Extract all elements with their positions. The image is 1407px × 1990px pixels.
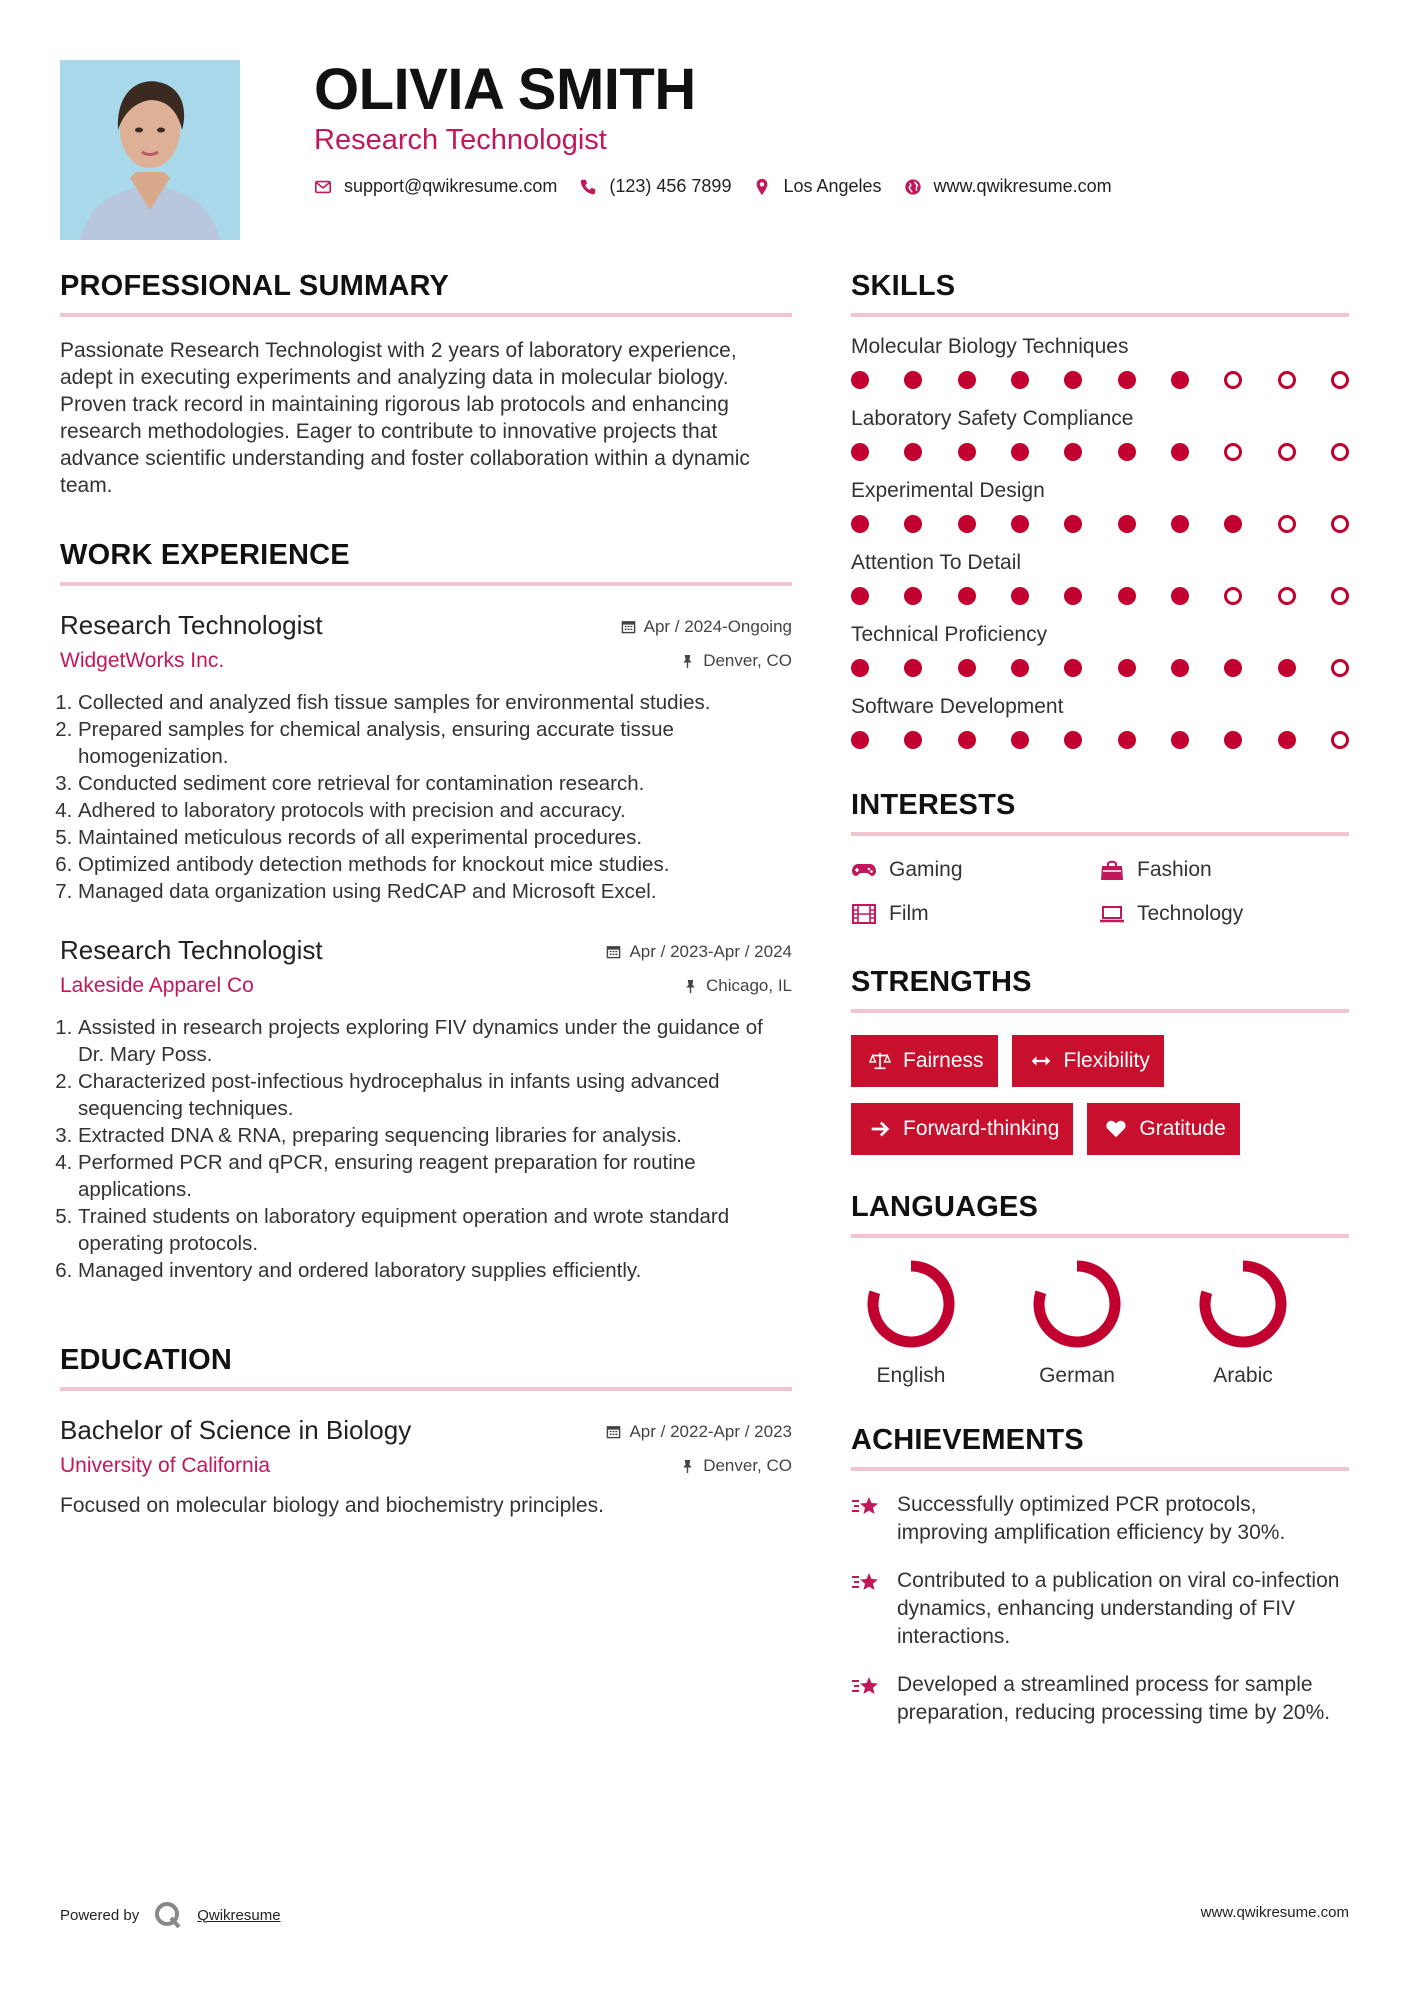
skill-dot-filled: [1118, 731, 1136, 749]
skill-rating: [851, 515, 1349, 533]
skill-dot-filled: [1171, 587, 1189, 605]
duty-item: 4. Performed PCR and qPCR, ensuring reagent preparation for routine applications.: [78, 1149, 792, 1203]
language-name: English: [876, 1364, 946, 1387]
skill-rating: [851, 659, 1349, 677]
heart-icon: [1105, 1118, 1127, 1140]
strength-label: Gratitude: [1139, 1117, 1226, 1140]
skill-dot-filled: [958, 587, 976, 605]
shooting-star-icon: [851, 1673, 881, 1699]
interest-item: [851, 902, 1099, 926]
skill-dot-filled: [1118, 515, 1136, 533]
language-item: [861, 1258, 961, 1388]
language-name: German: [1039, 1364, 1115, 1387]
calendar-icon: [606, 1424, 621, 1439]
skill-dot-filled: [1278, 659, 1296, 677]
skill-dot-empty: [1224, 443, 1242, 461]
languages-list: [851, 1258, 1349, 1388]
skill-dot-empty: [1331, 443, 1349, 461]
calendar-icon: [606, 944, 621, 959]
skill-dot-empty: [1278, 587, 1296, 605]
skill-dot-filled: [1224, 731, 1242, 749]
job-dates: [606, 942, 792, 962]
duty-item: 6. Managed inventory and ordered laboratory supplies efficiently.: [78, 1257, 792, 1284]
strength-tag: [851, 1103, 1073, 1155]
skill-rating: [851, 443, 1349, 461]
arrow-right-icon: [869, 1118, 891, 1140]
skill-dot-filled: [1171, 443, 1189, 461]
education-description: Focused on molecular biology and biochemistry principles.: [60, 1494, 604, 1517]
skill-item: [851, 479, 1349, 533]
duty-item: 1. Assisted in research projects exploring FIV dynamics under the guidance of Dr. Mary Poss.: [78, 1014, 792, 1068]
company-name: WidgetWorks Inc.: [60, 649, 225, 672]
strengths-heading: STRENGTHS: [851, 966, 1349, 1013]
envelope-icon: [314, 178, 332, 196]
skill-dot-filled: [958, 443, 976, 461]
degree-title: Bachelor of Science in Biology: [60, 1415, 412, 1445]
strength-tag: [851, 1035, 998, 1087]
skill-rating: [851, 731, 1349, 749]
job-location: [680, 651, 792, 671]
skill-dot-filled: [1278, 731, 1296, 749]
skill-dot-filled: [1011, 731, 1029, 749]
laptop-icon: [1099, 903, 1125, 925]
skill-dot-empty: [1224, 371, 1242, 389]
duty-item: 5. Maintained meticulous records of all experimental procedures.: [78, 824, 792, 851]
skill-dot-filled: [1011, 659, 1029, 677]
skill-dot-empty: [1331, 731, 1349, 749]
right-column: [851, 270, 1349, 1727]
skill-dot-filled: [1224, 659, 1242, 677]
job-location-text: Chicago, IL: [706, 976, 792, 995]
skill-dot-filled: [1064, 587, 1082, 605]
skill-dot-filled: [851, 515, 869, 533]
skill-dot-filled: [1064, 731, 1082, 749]
skill-name: Molecular Biology Techniques: [851, 335, 1129, 358]
strength-label: Flexibility: [1063, 1049, 1150, 1072]
interest-item: [851, 858, 1099, 882]
languages-heading: LANGUAGES: [851, 1191, 1349, 1238]
skill-dot-filled: [1064, 515, 1082, 533]
education-heading: EDUCATION: [60, 1344, 792, 1391]
skill-dot-filled: [1171, 371, 1189, 389]
skill-item: [851, 407, 1349, 461]
skill-dot-filled: [851, 371, 869, 389]
job-entry: [60, 935, 792, 1284]
skill-item: [851, 335, 1349, 389]
skill-dot-filled: [1118, 587, 1136, 605]
pin-icon: [680, 1459, 695, 1474]
skill-dot-filled: [958, 371, 976, 389]
skill-dot-filled: [1064, 659, 1082, 677]
contact-website[interactable]: [904, 176, 1112, 197]
contact-phone[interactable]: [579, 176, 731, 197]
skill-dot-empty: [1331, 515, 1349, 533]
skill-dot-filled: [851, 659, 869, 677]
duty-item: 3. Extracted DNA & RNA, preparing sequencing libraries for analysis.: [78, 1122, 792, 1149]
skill-dot-filled: [1064, 443, 1082, 461]
skill-dot-empty: [1331, 659, 1349, 677]
strength-tag: [1012, 1035, 1164, 1087]
duty-item: 7. Managed data organization using RedCAP and Microsoft Excel.: [78, 878, 792, 905]
globe-icon: [904, 178, 922, 196]
language-proficiency-ring: [1205, 1266, 1281, 1342]
phone-icon: [579, 178, 597, 196]
language-proficiency-ring: [1039, 1266, 1115, 1342]
achievement-item: [851, 1671, 1349, 1727]
skill-name: Technical Proficiency: [851, 623, 1048, 646]
skill-dot-empty: [1331, 587, 1349, 605]
strength-tag: [1087, 1103, 1239, 1155]
skill-dot-empty: [1278, 371, 1296, 389]
skill-dot-filled: [904, 587, 922, 605]
duty-item: 6. Optimized antibody detection methods for knockout mice studies.: [78, 851, 792, 878]
duty-list: [60, 689, 792, 905]
summary-heading: PROFESSIONAL SUMMARY: [60, 270, 792, 317]
interest-item: [1099, 902, 1349, 926]
skill-dot-empty: [1331, 371, 1349, 389]
job-entry: [60, 610, 792, 905]
skill-item: [851, 695, 1349, 749]
job-title: Research Technologist: [60, 935, 323, 965]
film-icon: [851, 903, 877, 925]
education-dates-text: Apr / 2022-Apr / 2023: [629, 1421, 792, 1441]
skill-dot-filled: [851, 443, 869, 461]
map-marker-icon: [753, 178, 771, 196]
skill-dot-filled: [1118, 659, 1136, 677]
skill-dot-filled: [1011, 371, 1029, 389]
skill-dot-filled: [1011, 443, 1029, 461]
strength-label: Fairness: [903, 1049, 984, 1072]
footer-powered-by: [60, 1900, 281, 1930]
achievements-heading: ACHIEVEMENTS: [851, 1424, 1349, 1471]
skill-dot-filled: [1118, 371, 1136, 389]
calendar-icon: [621, 619, 636, 634]
strengths-list: [851, 1035, 1349, 1155]
skill-item: [851, 623, 1349, 677]
skill-dot-filled: [1171, 731, 1189, 749]
skill-dot-filled: [1064, 371, 1082, 389]
duty-item: 2. Prepared samples for chemical analysis, ensuring accurate tissue homogenization.: [78, 716, 792, 770]
website-text: www.qwikresume.com: [933, 176, 1112, 196]
profile-photo: [60, 60, 240, 240]
qwikresume-logo-icon: [153, 1900, 183, 1930]
skill-name: Laboratory Safety Compliance: [851, 407, 1134, 430]
education-dates: [606, 1422, 792, 1442]
skill-dot-empty: [1278, 515, 1296, 533]
skills-heading: SKILLS: [851, 270, 1349, 317]
duty-list: [60, 1014, 792, 1284]
achievement-text: Contributed to a publication on viral co-infection dynamics, enhancing understanding of FIV interactions.: [897, 1569, 1340, 1648]
shooting-star-icon: [851, 1569, 881, 1595]
skill-dot-filled: [904, 443, 922, 461]
skill-dot-empty: [1224, 587, 1242, 605]
language-name: Arabic: [1213, 1364, 1273, 1387]
skill-dot-filled: [958, 731, 976, 749]
skill-rating: [851, 587, 1349, 605]
job-location: [683, 976, 792, 996]
skill-dot-filled: [904, 659, 922, 677]
summary-text: Passionate Research Technologist with 2 years of laboratory experience, adept in executing experiments and analyzing data in molecular biology. Proven track record in maintaining rigorous lab protocols and enhancing research methodologies. Eager to contribute to innovative projects that advance scientific understanding and foster collaboration within a dynamic team.: [60, 339, 750, 497]
contact-email[interactable]: [314, 176, 557, 197]
skill-dot-filled: [904, 731, 922, 749]
duty-item: 5. Trained students on laboratory equipment operation and wrote standard operating protocols.: [78, 1203, 792, 1257]
skill-dot-filled: [958, 515, 976, 533]
duty-item: 1. Collected and analyzed fish tissue samples for environmental studies.: [78, 689, 792, 716]
education-entry: [60, 1415, 792, 1519]
interest-label: Fashion: [1137, 858, 1212, 881]
candidate-name: OLIVIA SMITH: [314, 57, 696, 122]
skill-dot-filled: [851, 731, 869, 749]
duty-item: 4. Adhered to laboratory protocols with precision and accuracy.: [78, 797, 792, 824]
contact-bar: [314, 176, 1124, 197]
duty-item: 2. Characterized post-infectious hydrocephalus in infants using advanced sequencing techniques.: [78, 1068, 792, 1122]
interest-label: Film: [889, 902, 929, 925]
school-name: University of California: [60, 1454, 271, 1477]
interest-label: Technology: [1137, 902, 1244, 925]
achievement-text: Developed a streamlined process for sample preparation, reducing processing time by 20%.: [897, 1673, 1331, 1724]
skill-dot-filled: [1011, 587, 1029, 605]
brand-link[interactable]: Qwikresume: [197, 1906, 281, 1924]
pin-icon: [683, 979, 698, 994]
experience-heading: WORK EXPERIENCE: [60, 539, 792, 586]
email-text: support@qwikresume.com: [344, 176, 558, 196]
shooting-star-icon: [851, 1493, 881, 1519]
balance-scale-icon: [869, 1050, 891, 1072]
job-dates-text: Apr / 2024-Ongoing: [643, 616, 792, 636]
skill-dot-filled: [851, 587, 869, 605]
left-column: [60, 270, 792, 1519]
footer-url[interactable]: www.qwikresume.com: [1200, 1904, 1349, 1921]
education-location-text: Denver, CO: [703, 1456, 792, 1475]
powered-by-text: Powered by: [60, 1906, 140, 1924]
skill-dot-empty: [1278, 443, 1296, 461]
education-location: [680, 1456, 792, 1476]
skill-item: [851, 551, 1349, 605]
arrows-horizontal-icon: [1030, 1050, 1052, 1072]
skill-name: Experimental Design: [851, 479, 1045, 502]
achievements-list: [851, 1491, 1349, 1727]
job-dates-text: Apr / 2023-Apr / 2024: [629, 941, 792, 961]
contact-location: [753, 176, 881, 197]
skill-dot-filled: [904, 515, 922, 533]
interest-label: Gaming: [889, 858, 963, 881]
skill-dot-filled: [1011, 515, 1029, 533]
skill-dot-filled: [1171, 659, 1189, 677]
skill-rating: [851, 371, 1349, 389]
achievement-item: [851, 1491, 1349, 1547]
skills-list: [851, 335, 1349, 749]
skill-dot-filled: [1118, 443, 1136, 461]
gamepad-icon: [851, 859, 877, 881]
company-name: Lakeside Apparel Co: [60, 974, 254, 997]
job-title: Research Technologist: [60, 610, 323, 640]
skill-dot-filled: [958, 659, 976, 677]
strength-label: Forward-thinking: [903, 1117, 1060, 1140]
shopping-bag-icon: [1099, 859, 1125, 881]
interests-heading: INTERESTS: [851, 789, 1349, 836]
pin-icon: [680, 654, 695, 669]
achievement-item: [851, 1567, 1349, 1651]
skill-name: Attention To Detail: [851, 551, 1022, 574]
achievement-text: Successfully optimized PCR protocols, improving amplification efficiency by 30%.: [897, 1493, 1286, 1544]
location-text: Los Angeles: [783, 176, 882, 196]
skill-dot-filled: [904, 371, 922, 389]
skill-dot-filled: [1171, 515, 1189, 533]
interests-grid: [851, 858, 1349, 926]
phone-text: (123) 456 7899: [609, 176, 732, 196]
language-item: [1193, 1258, 1293, 1388]
duty-item: 3. Conducted sediment core retrieval for contamination research.: [78, 770, 792, 797]
skill-name: Software Development: [851, 695, 1064, 718]
interest-item: [1099, 858, 1349, 882]
job-dates: [621, 617, 792, 637]
job-location-text: Denver, CO: [703, 651, 792, 670]
language-item: [1027, 1258, 1127, 1388]
skill-dot-filled: [1224, 515, 1242, 533]
candidate-title: Research Technologist: [314, 124, 607, 156]
language-proficiency-ring: [873, 1266, 949, 1342]
